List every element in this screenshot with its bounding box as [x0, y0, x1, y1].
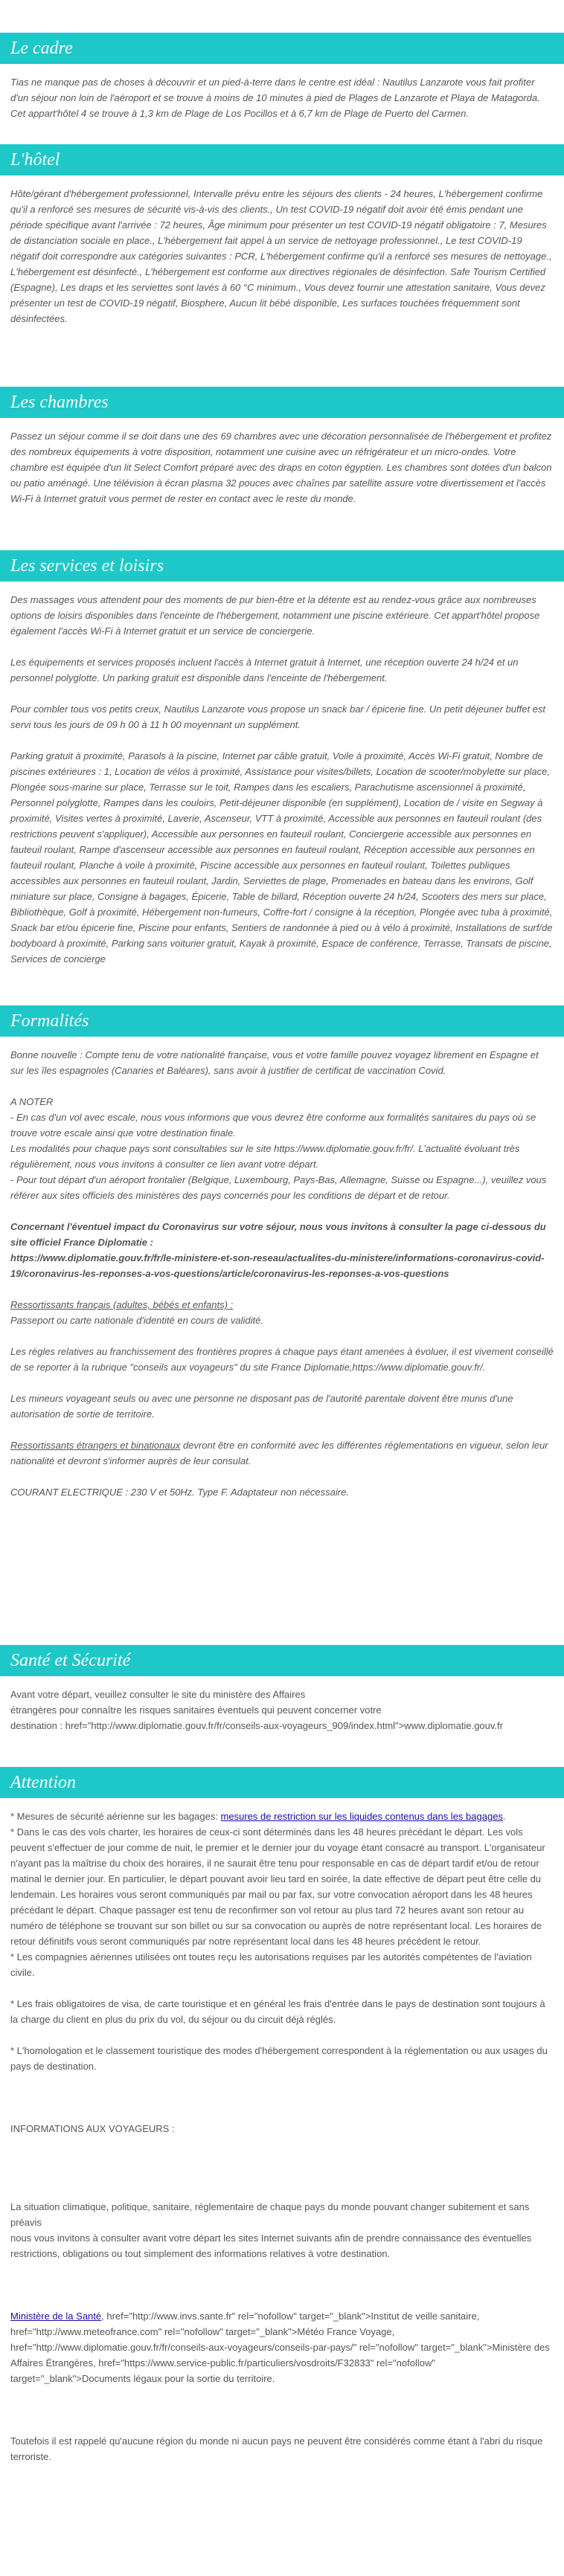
- section-title-hotel: L'hôtel: [0, 144, 564, 176]
- section-body-cadre: [0, 64, 564, 121]
- attention-charter: * Dans le cas des vols charter, les horaires de ceux-ci sont déterminés dans les 48 heures précédant le départ. Les vols peuvent s'effectuer de jour comme de nuit, le premier et le dernier jour du voyage étant consacré au transport. L'organisateur n'ayant pas la maîtrise du choix des horaires, il ne saurait être tenu pour responsable en cas de départ tardif et/ou de retour matinal le dernier jour. En particulier, le départ pouvant avoir lieu tard en soirée, la date effective de départ peut être celle du lendemain. Les horaires vous seront communiqués par mail ou par fax, sur votre convocation aéroport dans les 48 heures précédant le départ. Chaque passager est tenu de reconfirmer son vol retour au plus tard 72 heures avant son retour au numéro de téléphone se trouvant sur son billet ou sur sa convocation ou auprès de notre représentant local. Les horaires de retour définitifs vous seront communiqués par notre représentant local dans les 48 heures précédent le retour. * Les compagnies aériennes utilisées ont toutes reçu les autorisations requises par les autorités compétentes de l'aviation civile.: [10, 1826, 545, 1978]
- section-title-sante: Santé et Sécurité: [0, 1645, 564, 1676]
- formalites-french-label: Ressortissants français (adultes, bébés et enfants) :: [10, 1299, 234, 1310]
- attention-baggage-prefix: * Mesures de sécurité aérienne sur les bagages:: [10, 1811, 221, 1822]
- hotel-text: Hôte/gérant d'hébergement professionnel, Intervalle prévu entre les séjours des clients - 24 heures, L'hébergement confirme qu'il a renforcé ses mesures de sécurité vis-à-vis des clients., Un test COVID-19 négatif doit avoir été émis pendant une période spécifique avant l'arrivée : 72 heures, Âge minimum pour présenter un test COVID-19 négatif obligatoire : 7, Mesures de distanciation sociale en place., L'hébergement fait appel à un service de nettoyage professionnel., Le test COVID-19 négatif doit correspondre aux catégories suivantes : PCR, L'hébergement confirme qu'il a renforcé ses mesures de nettoyage., L'hébergement est désinfecté., L'hébergement est conforme aux directives régionales de désinfection. Safe Tourism Certified (Espagne), Les draps et les serviettes sont lavés à 60 °C minimum., Vous devez fournir une attestation sanitaire, Vous devez présenter un test de COVID-19 négatif, Biosphere, Aucun lit bébé disponible, Les surfaces touchées fréquemment sont désinfectées.: [10, 188, 552, 324]
- liquids-restriction-link[interactable]: mesures de restriction sur les liquides contenus dans les bagages: [220, 1811, 503, 1822]
- attention-terrorism: Toutefois il est rappelé qu'aucune région du monde ni aucun pays ne peuvent être considérés comme étant à l'abri du risque terroriste.: [10, 2435, 543, 2462]
- formalites-note: A NOTER - En cas d'un vol avec escale, nous vous informons que vous devrez être conforme aux formalités sanitaires du pays où se trouve votre escale ainsi que votre destination finale. Les modalités pour chaque pays sont consultables sur le site https://www.diplomatie.gouv.fr/fr/. L'actualité évoluant très régulièrement, nous vous invitons à consulter ce lien avant votre départ. - Pour tout départ d'un aéroport frontalier (Belgique, Luxembourg, Pays-Bas, Allemagne, Suisse ou Espagne...), veuillez vous référer aux sites officiels des ministères des pays concernés pour les conditions de départ et de retour.: [10, 1096, 547, 1201]
- services-paragraph: Les équipements et services proposés incluent l'accès à Internet gratuit à Internet, une réception ouverte 24 h/24 et un personnel polyglotte. Un parking gratuit est disponible dans l'enceinte de l'hébergement.: [10, 657, 519, 683]
- section-attention: [0, 1767, 564, 2480]
- section-sante: [0, 1645, 564, 1749]
- formalites-french-nationals: [10, 1297, 554, 1328]
- formalites-coronavirus-text: Concernant l'éventuel impact du Coronavirus sur votre séjour, nous vous invitons à consulter la page ci-dessous du site officiel France Diplomatie : https://www.diplomatie.gouv.fr/fr/le-ministere-et-son-reseau/actualites-du-ministere/informations-coronavirus-covid-19/coronavirus-les-reponses-a-vos-questions/article/coronavirus-les-reponses-a-vos-questions: [10, 1221, 546, 1279]
- cadre-text: Tias ne manque pas de choses à découvrir et un pied-à-terre dans le centre est idéal : Nautilus Lanzarote vous fait profiter d'un séjour non loin de l'aéroport et se trouve à moins de 10 minutes à pied de Plages de Lanzarote et Playa de Matagorda. Cet appart'hôtel 4 se trouve à 1,3 km de Plage de Los Pocillos et à 6,7 km de Plage de Puerto del Carmen.: [10, 77, 540, 119]
- section-title-formalites: Formalités: [0, 1005, 564, 1037]
- formalites-paragraph: Les mineurs voyageant seuls ou avec une personne ne disposant pas de l'autorité parentale doivent être munis d'une autorisation de sortie de territoire.: [10, 1393, 513, 1420]
- section-chambres: [0, 387, 564, 522]
- attention-classification: * L'homologation et le classement touristique des modes d'hébergement correspondent à la réglementation ou aux usages du pays de destination.: [10, 2045, 548, 2072]
- services-paragraph: Des massages vous attendent pour des moments de pur bien-être et la détente est au rendez-vous grâce aux nombreuses options de loisirs disponibles dans l'enceinte de l'hébergement, notamment une piscine extérieure. Cet appart'hôtel propose également l'accès Wi-Fi à Internet gratuit et un service de conciergerie.: [10, 594, 540, 637]
- formalites-foreign-label: Ressortissants étrangers et binationaux: [10, 1440, 181, 1451]
- chambres-text: Passez un séjour comme il se doit dans une des 69 chambres avec une décoration personnalisée de l'hébergement et profitez des nombreux équipements à votre disposition, notamment une cuisine avec un réfrigérateur et un micro-ondes. Votre chambre est équipée d'un lit Select Comfort préparé avec des draps en coton égyptien. Les chambres sont dotées d'un balcon ou patio aménagé. Une télévision à écran plasma 32 pouces avec chaînes par satellite assure votre divertissement et l'accès Wi-Fi à Internet gratuit vous permet de rester en contact avec le reste du monde.: [10, 431, 552, 504]
- formalites-french-text: Passeport ou carte nationale d'identité en cours de validité.: [10, 1315, 263, 1326]
- section-cadre: [0, 33, 564, 137]
- sante-text: Avant votre départ, veuillez consulter le site du ministère des Affaires étrangères pour connaître les risques sanitaires éventuels qui peuvent concerner votre destination : href="http://www.diplomatie.gouv.fr/fr/conseils-aux-voyageurs_909/index.html">www.diplomatie.gouv.fr: [10, 1689, 503, 1731]
- formalites-electric: COURANT ELECTRIQUE : 230 V et 50Hz. Type F. Adaptateur non nécessaire.: [10, 1487, 349, 1498]
- formalites-foreign-text: devront être en conformité avec les différentes réglementations en vigueur, selon leur nationalité et devront s'informer auprès de leur consulat.: [10, 1440, 548, 1466]
- section-body-formalites: [0, 1037, 564, 1500]
- section-body-hotel: [0, 176, 564, 326]
- services-paragraph: Parking gratuit à proximité, Parasols à la piscine, Internet par câble gratuit, Voile à proximité, Accès Wi-Fi gratuit, Nombre de piscines extérieures : 1, Location de vélos à proximité, Assistance pour visites/billets, Location de scooter/mobylette sur place, Plongée sous-marine sur place, Terrasse sur le toit, Rampes dans les escaliers, Parachutisme ascensionnel à proximité, Personnel polyglotte, Rampes dans les couloirs, Petit-déjeuner disponible (en supplément), Location de / visite en Segway à proximité, Visites vertes à proximité, Laverie, Ascenseur, VTT à proximité, Accessible aux personnes en fauteuil roulant (des restrictions peuvent s'appliquer), Accessible aux personnes en fauteuil roulant, Conciergerie accessible aux personnes en fauteuil roulant, Rampe d'ascenseur accessible aux personnes en fauteuil roulant, Réception accessible aux personnes en fauteuil roulant, Planche à voile à proximité, Piscine accessible aux personnes en fauteuil roulant, Toilettes publiques accessibles aux personnes en fauteuil roulant, Jardin, Serviettes de plage, Promenades en bateau dans les environs, Golf miniature sur place, Consigne à bagages, Épicerie, Table de billard, Réception ouverte 24 h/24, Scooters des mers sur place, Bibliothèque, Golf à proximité, Hébergement non-fumeurs, Coffre-fort / consigne à la réception, Plongée avec tuba à proximité, Snack bar et/ou épicerie fine, Piscine pour enfants, Sentiers de randonnée à pied ou à vélo à proximité, Installations de surf/de bodyboard à proximité, Parking sans voiturier gratuit, Kayak à proximité, Espace de conférence, Terrasse, Transats de piscine, Services de concierge: [10, 750, 553, 965]
- section-title-attention: Attention: [0, 1767, 564, 1798]
- section-services: [0, 550, 564, 982]
- section-body-chambres: [0, 418, 564, 506]
- section-formalites: [0, 1005, 564, 1516]
- formalites-paragraph: Bonne nouvelle : Compte tenu de votre nationalité française, vous et votre famille pouvez voyagez librement en Espagne et sur les îles espagnoles (Canaries et Baléares), sans avoir à justifier de certificat de vaccination Covid.: [10, 1049, 539, 1076]
- section-title-cadre: Le cadre: [0, 33, 564, 64]
- attention-visa: * Les frais obligatoires de visa, de carte touristique et en général les frais d'entrée dans le pays de destination sont toujours à la charge du client en plus du prix du vol, du séjour ou du circuit déjà réglés.: [10, 1998, 545, 2025]
- section-body-services: [0, 582, 564, 967]
- formalites-paragraph: Les règles relatives au franchissement des frontières propres à chaque pays étant amenées à évoluer, il est vivement conseillé de se reporter à la rubrique "conseils aux voyageurs" du site France Diplomatie,https://www.diplomatie.gouv.fr/.: [10, 1346, 554, 1373]
- ministere-sante-link[interactable]: Ministère de la Santé: [10, 2311, 102, 2322]
- attention-info-text: La situation climatique, politique, sanitaire, réglementaire de chaque pays du monde pouvant changer subitement et sans préavis nous vous invitons à consulter avant votre départ les sites Internet suivants afin de prendre connaissance des éventuelles restrictions, obligations ou tout simplement des informations relatives à votre destination.: [10, 2201, 532, 2259]
- section-hotel: [0, 144, 564, 342]
- section-body-sante: [0, 1676, 564, 1733]
- attention-links-text: , href="http://www.invs.sante.fr" rel="nofollow" target="_blank">Institut de veille sanitaire, href="http://www.meteofrance.com" rel="nofollow" target="_blank">Météo France Voyage, href="http://www.diplomatie.gouv.fr/fr/conseils-aux-voyageurs/conseils-par-pays/" rel="nofollow" target="_blank">Ministère des Affaires Étrangères, href="https://www.service-public.fr/particuliers/vosdroits/F32833" rel="nofollow" target="_blank">Documents légaux pour la sortie du territoire.: [10, 2311, 550, 2384]
- section-body-attention: [0, 1798, 564, 2464]
- section-title-services: Les services et loisirs: [0, 550, 564, 582]
- formalites-coronavirus: [10, 1219, 554, 1281]
- section-title-chambres: Les chambres: [0, 387, 564, 418]
- attention-info-heading: INFORMATIONS AUX VOYAGEURS :: [10, 2123, 175, 2134]
- attention-paragraph: [10, 1809, 554, 1824]
- formalites-foreign-nationals: [10, 1437, 554, 1469]
- attention-baggage-suffix: .: [502, 1811, 506, 1822]
- attention-links: [10, 2308, 554, 2386]
- services-paragraph: Pour combler tous vos petits creux, Nautilus Lanzarote vous propose un snack bar / épicerie fine. Un petit déjeuner buffet est servi tous les jours de 09 h 00 à 11 h 00 moyennant un supplément.: [10, 703, 546, 730]
